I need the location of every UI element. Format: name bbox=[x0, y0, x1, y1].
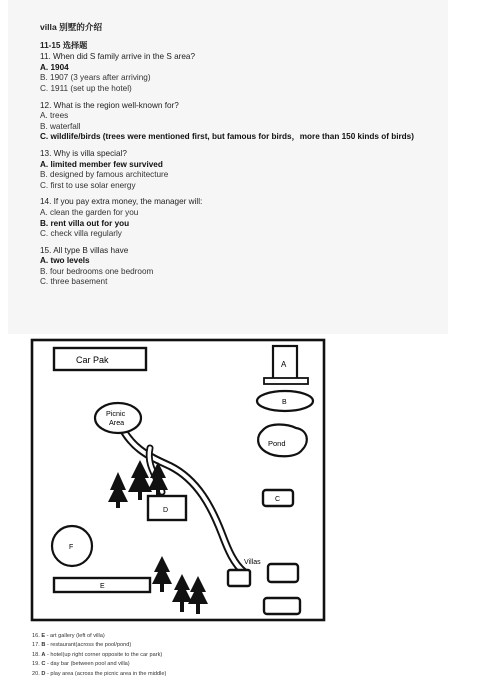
option: C. 1911 (set up the hotel) bbox=[40, 83, 132, 93]
answer-letter: B bbox=[41, 642, 46, 649]
option: C. three basement bbox=[40, 277, 108, 287]
answer-description: - day bar (between pool and villa) bbox=[45, 661, 130, 668]
car-park-label: Car Pak bbox=[76, 355, 109, 365]
correct-option: A. 1904 bbox=[40, 62, 69, 72]
answer-number: 17. bbox=[32, 642, 40, 649]
question-block bbox=[40, 197, 460, 239]
correct-option: A. limited member few survived bbox=[40, 159, 163, 169]
question-text: 13. Why is villa special? bbox=[40, 148, 127, 158]
villa-box-3 bbox=[264, 598, 300, 614]
question-block bbox=[40, 149, 460, 191]
question-section bbox=[40, 22, 460, 294]
option: B. waterfall bbox=[40, 121, 81, 131]
label-b: B bbox=[282, 399, 287, 406]
label-a: A bbox=[281, 360, 287, 369]
building-a-base bbox=[264, 378, 308, 384]
label-c: C bbox=[275, 496, 281, 503]
answer-note bbox=[32, 660, 432, 669]
answer-note bbox=[32, 641, 432, 650]
question-text: 11. When did S family arrive in the S area? bbox=[40, 52, 196, 62]
answer-number: 19. bbox=[32, 661, 40, 668]
answer-note bbox=[32, 670, 432, 679]
label-e: E bbox=[100, 583, 105, 590]
correct-option: A. two levels bbox=[40, 256, 90, 266]
answer-notes bbox=[32, 632, 432, 679]
correct-option: C. wildlife/birds (trees were mentioned first, but famous for birds，more than 150 kinds of birds) bbox=[40, 132, 414, 142]
question-block bbox=[40, 52, 460, 94]
pond-label: Pond bbox=[268, 439, 286, 448]
label-d: D bbox=[163, 507, 169, 514]
option: B. designed by famous architecture bbox=[40, 170, 169, 180]
answer-number: 16. bbox=[32, 633, 40, 639]
picnic-label-line2: Area bbox=[109, 418, 125, 427]
map-drawing bbox=[30, 338, 326, 622]
question-list bbox=[40, 52, 460, 288]
option: B. 1907 (3 years after arriving) bbox=[40, 73, 151, 83]
option: C. check villa regularly bbox=[40, 229, 122, 239]
answer-number: 20. bbox=[32, 670, 40, 677]
label-f: F bbox=[69, 544, 74, 551]
villa-box-1 bbox=[228, 570, 250, 586]
answer-letter: E bbox=[41, 633, 46, 639]
answer-description: - art gallery (left of villa) bbox=[45, 633, 105, 639]
question-block bbox=[40, 101, 460, 143]
question-text: 12. What is the region well-known for? bbox=[40, 100, 179, 110]
answer-letter: C bbox=[41, 661, 46, 668]
villas-label: Villas bbox=[244, 559, 261, 566]
answer-description: - restaurant(across the pool/pond) bbox=[45, 642, 132, 649]
picnic-label-line1: Picnic bbox=[106, 409, 126, 418]
answer-description: - hotel(up right corner opposite to the car park) bbox=[45, 651, 163, 658]
villa-box-2 bbox=[268, 564, 298, 582]
answer-note bbox=[32, 651, 432, 660]
question-block bbox=[40, 246, 460, 288]
answer-letter: D bbox=[41, 670, 46, 677]
question-text: 14. If you pay extra money, the manager will: bbox=[40, 197, 203, 207]
answer-number: 18. bbox=[32, 651, 40, 658]
answer-letter: A bbox=[41, 651, 46, 658]
option: B. four bedrooms one bedroom bbox=[40, 266, 154, 276]
option: C. first to use solar energy bbox=[40, 180, 136, 190]
document-title: villa 别墅的介绍 bbox=[40, 22, 103, 32]
correct-option: B. rent villa out for you bbox=[40, 218, 130, 228]
option: A. clean the garden for you bbox=[40, 207, 139, 217]
villa-map bbox=[30, 338, 326, 622]
answer-note bbox=[32, 632, 432, 641]
question-text: 15. All type B villas have bbox=[40, 245, 129, 255]
option: A. trees bbox=[40, 111, 69, 121]
question-range-heading: 11-15 选择题 bbox=[40, 40, 88, 50]
answer-description: - play area (across the picnic area in the middle) bbox=[45, 670, 167, 677]
